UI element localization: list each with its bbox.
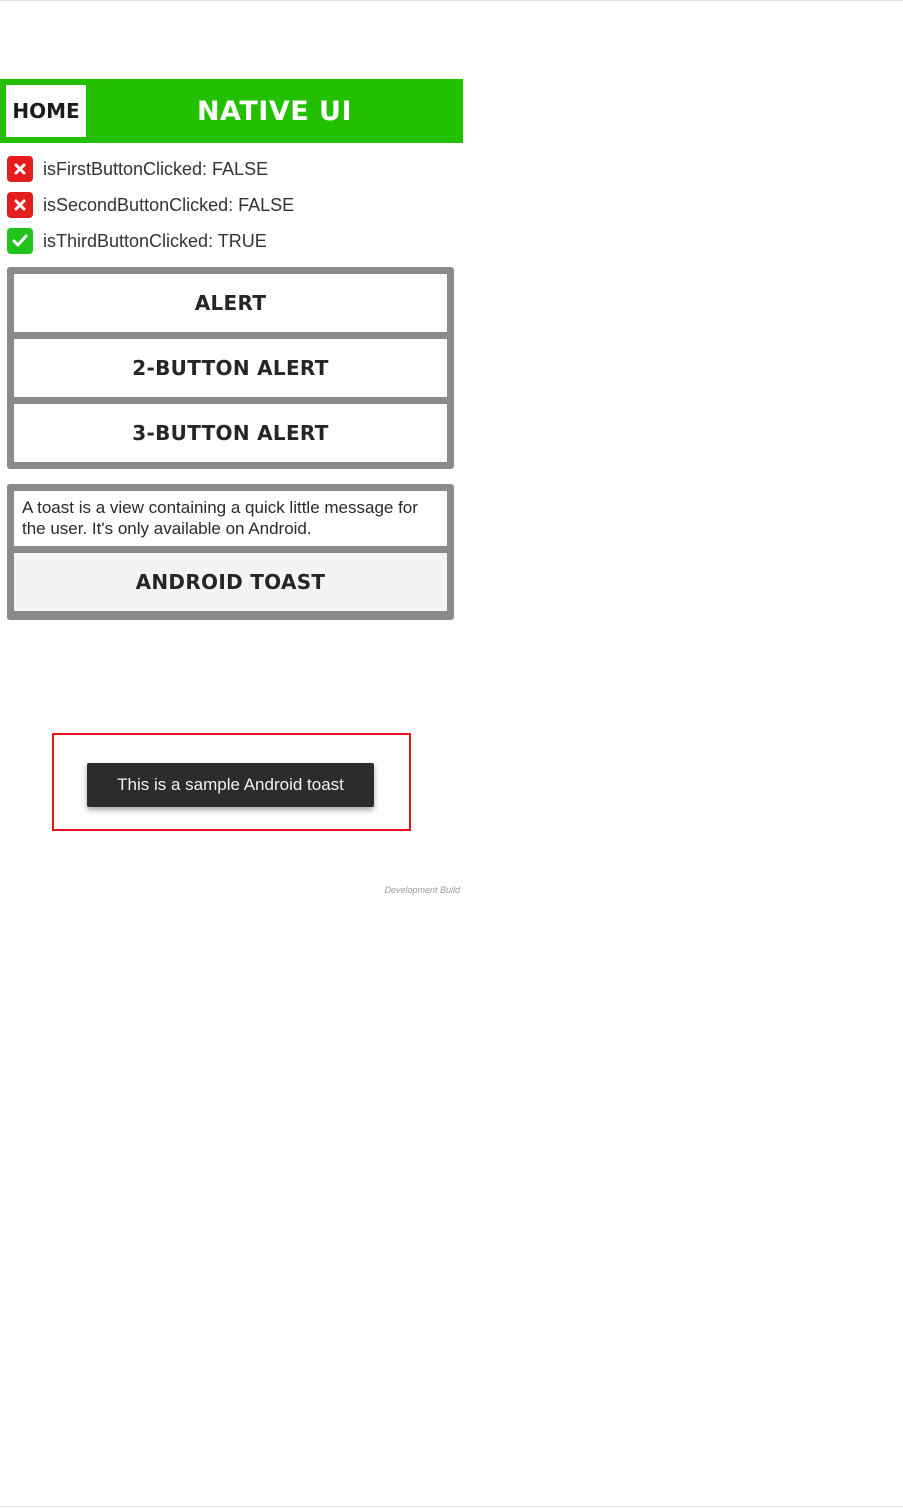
home-button[interactable]: HOME [6,85,86,137]
status-label: isSecondButtonClicked: FALSE [43,194,295,215]
three-button-alert-button[interactable]: 3-BUTTON ALERT [14,404,447,462]
check-icon [7,228,33,254]
cross-icon [7,156,33,182]
android-toast-button[interactable]: ANDROID TOAST [14,553,447,611]
status-row-second [7,192,294,218]
cross-icon [7,192,33,218]
toast-description: A toast is a view containing a quick little message for the user. It's only available on Android. [14,491,447,546]
bottom-divider [0,1506,903,1507]
alert-button[interactable]: ALERT [14,274,447,332]
two-button-alert-button[interactable]: 2-BUTTON ALERT [14,339,447,397]
page-title: NATIVE UI [196,95,353,127]
status-label: isFirstButtonClicked: FALSE [43,158,269,179]
app-header [0,79,463,143]
status-label: isThirdButtonClicked: TRUE [43,230,267,251]
top-divider [0,0,903,1]
development-build-label: Development Build [384,885,460,895]
status-row-third [7,228,267,254]
android-toast: This is a sample Android toast [87,763,374,807]
toast-panel [7,484,454,620]
alerts-panel [7,267,454,469]
status-row-first [7,156,268,182]
